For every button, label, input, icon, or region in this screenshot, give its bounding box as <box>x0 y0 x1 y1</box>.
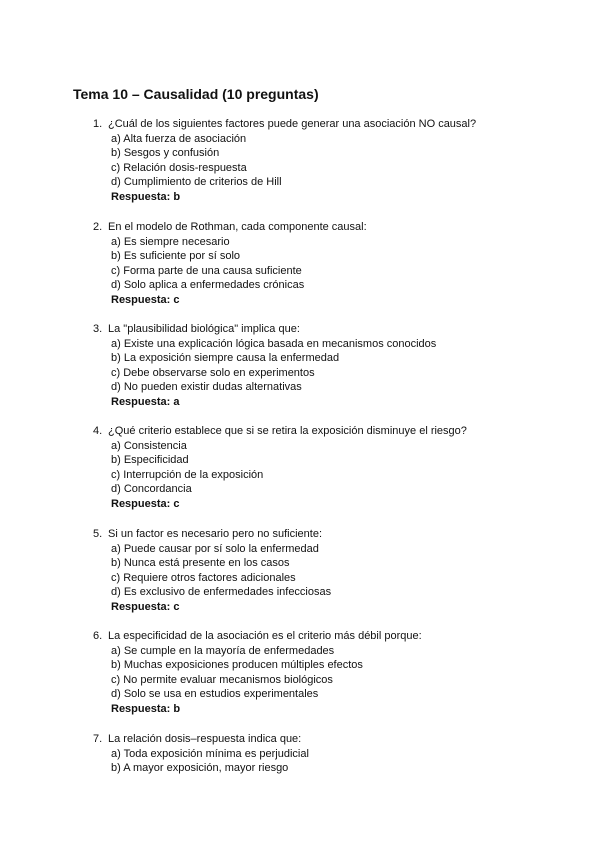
option-a: a) Alta fuerza de asociación <box>111 132 247 145</box>
options-list <box>111 132 282 205</box>
question-text: Si un factor es necesario pero no suficiente: <box>108 528 323 540</box>
question-number: 7. <box>93 733 103 745</box>
question-number: 5. <box>93 528 103 540</box>
question-number: 1. <box>93 118 103 130</box>
option-d: d) Solo aplica a enfermedades crónicas <box>111 279 305 292</box>
option-a: a) Existe una explicación lógica basada en mecanismos conocidos <box>111 337 437 350</box>
option-b: b) Muchas exposiciones producen múltiples efectos <box>111 659 363 672</box>
options-list <box>111 337 436 410</box>
option-a: a) Puede causar por sí solo la enfermedad <box>111 542 319 555</box>
question-text: ¿Qué criterio establece que si se retira la exposición disminuye el riesgo? <box>108 425 467 437</box>
option-a: a) Toda exposición mínima es perjudicial <box>111 747 309 760</box>
option-c: c) Requiere otros factores adicionales <box>111 571 296 584</box>
options-list <box>111 644 363 717</box>
option-d: d) Cumplimiento de criterios de Hill <box>111 176 282 189</box>
answer: Respuesta: b <box>111 702 181 715</box>
question-number: 6. <box>93 630 103 642</box>
option-c: c) Debe observarse solo en experimentos <box>111 366 315 379</box>
option-b: b) Es suficiente por sí solo <box>111 250 241 263</box>
question-text: La relación dosis–respuesta indica que: <box>108 733 302 745</box>
question-text: La "plausibilidad biológica" implica que: <box>108 323 300 335</box>
option-c: c) Forma parte de una causa suficiente <box>111 264 302 277</box>
answer: Respuesta: a <box>111 395 180 408</box>
option-b: b) Sesgos y confusión <box>111 147 220 160</box>
option-c: c) Interrupción de la exposición <box>111 468 264 481</box>
options-list <box>111 542 331 615</box>
option-a: a) Se cumple en la mayoría de enfermedades <box>111 644 335 657</box>
answer: Respuesta: c <box>111 497 180 510</box>
options-list <box>111 747 309 776</box>
question-number: 3. <box>93 323 103 335</box>
answer: Respuesta: b <box>111 190 181 203</box>
option-b: b) A mayor exposición, mayor riesgo <box>111 762 289 775</box>
options-list <box>111 439 263 512</box>
question-text: En el modelo de Rothman, cada componente causal: <box>108 221 367 233</box>
option-a: a) Consistencia <box>111 439 187 452</box>
option-b: b) La exposición siempre causa la enfermedad <box>111 352 340 365</box>
option-b: b) Nunca está presente en los casos <box>111 557 290 570</box>
option-d: d) Solo se usa en estudios experimentales <box>111 688 319 701</box>
options-list <box>111 235 304 308</box>
page-title: Tema 10 – Causalidad (10 preguntas) <box>73 86 319 102</box>
question-number: 4. <box>93 425 103 437</box>
option-b: b) Especificidad <box>111 454 189 467</box>
question-text: La especificidad de la asociación es el criterio más débil porque: <box>108 630 422 642</box>
answer: Respuesta: c <box>111 600 180 613</box>
option-d: d) Es exclusivo de enfermedades infecciosas <box>111 586 332 599</box>
option-c: c) No permite evaluar mecanismos biológicos <box>111 673 333 686</box>
option-d: d) Concordancia <box>111 483 192 496</box>
question-text: ¿Cuál de los siguientes factores puede generar una asociación NO causal? <box>108 118 477 130</box>
answer: Respuesta: c <box>111 293 180 306</box>
question-number: 2. <box>93 221 103 233</box>
option-a: a) Es siempre necesario <box>111 235 230 248</box>
option-c: c) Relación dosis-respuesta <box>111 161 247 174</box>
option-d: d) No pueden existir dudas alternativas <box>111 381 302 394</box>
